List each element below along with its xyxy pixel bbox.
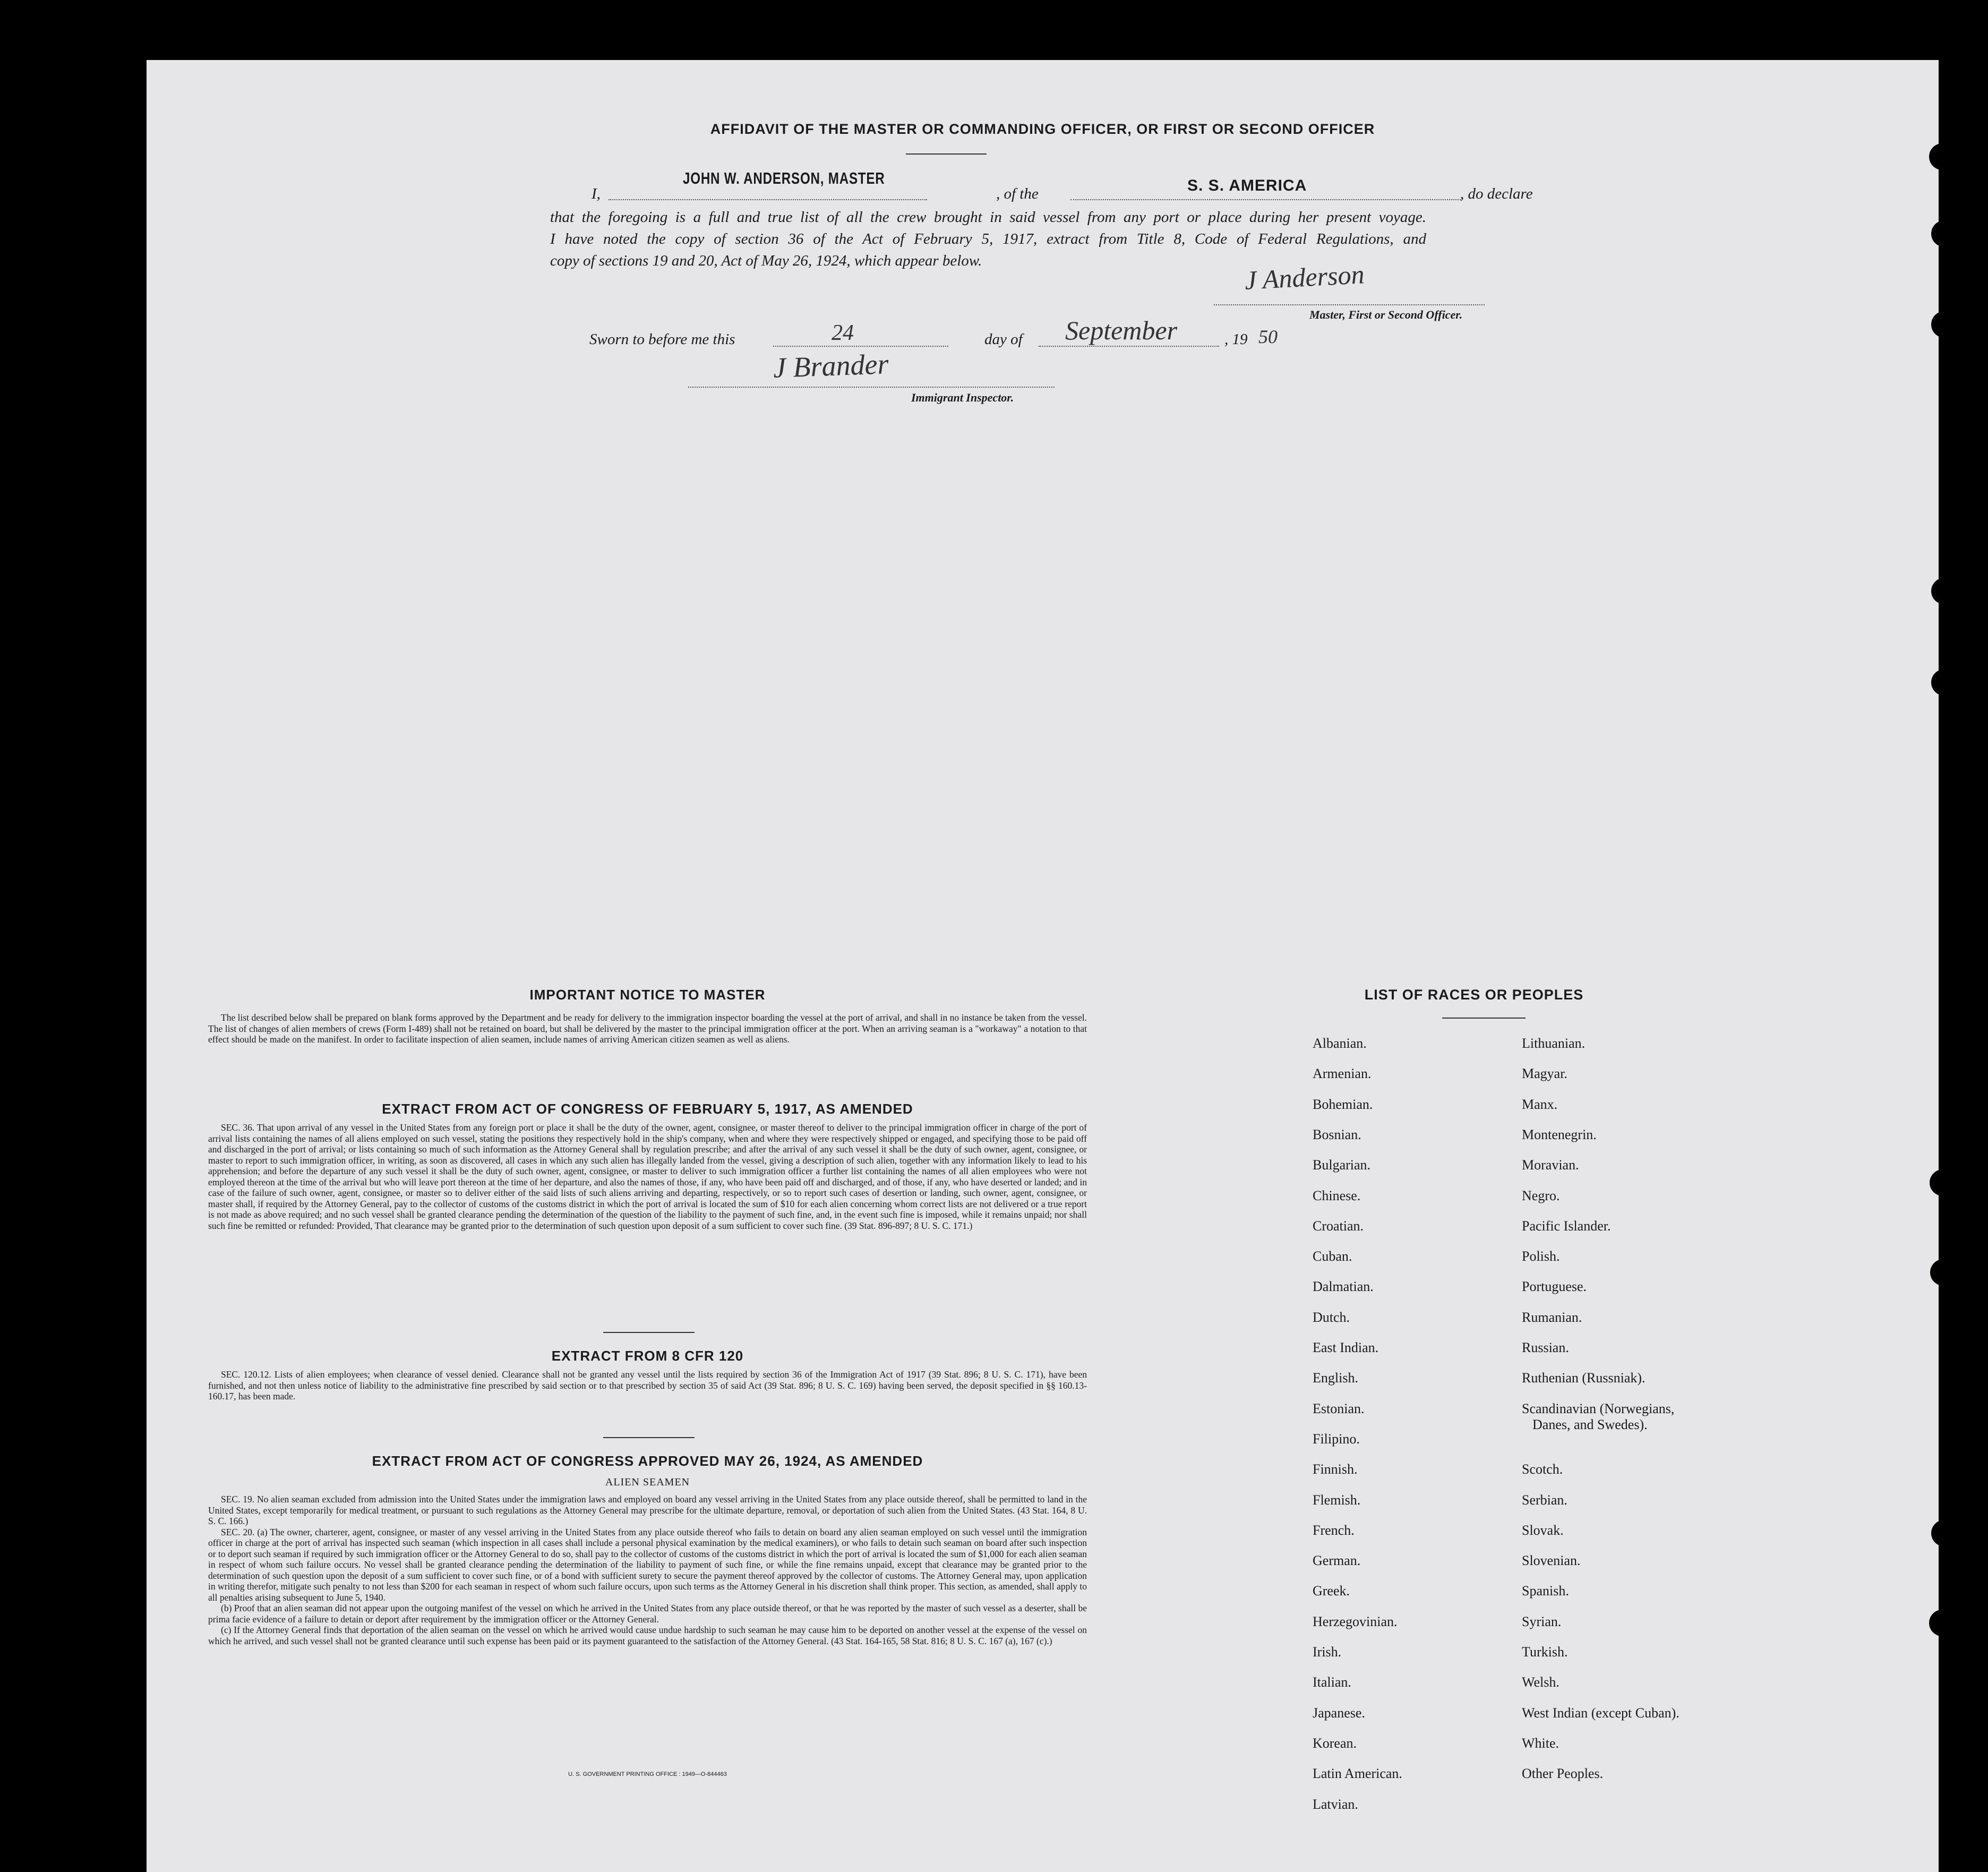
notice-text: The list described below shall be prepared on blank forms approved by the Department and be ready for delivery to the immigration inspector boarding the vessel at the port of arrival, and shall in no instance be taken from the vessel. The list of changes of alien members of crews (Form I-489) shall not be retained on board, but shall be delivered by the master to the principal immigration officer at the port. When an arriving seaman is a "workaway" a notation to that effect should be made on the manifest. In order to facilitate inspection of alien seamen, include names of arriving American citizen seamen as well as aliens. — [208, 1012, 1087, 1045]
master-signature-line — [1214, 304, 1485, 305]
extract-1917-text: SEC. 36. That upon arrival of any vessel in the United States from any foreign port or place it shall be the duty of the owner, agent, consignee, or master thereof to deliver to the principal immigration officer in charge of the port of arrival lists containing the names of all aliens employed on such vessel, stating the positions they respectively hold in the ship's company, when and where they were respectively shipped or engaged, and specifying those to be paid off and discharged in the port of arrival; or lists containing so much of such information as the Attorney General shall by regulation prescribe; and after the arrival of any such vessel it shall be the duty of such owner, agent, consignee, or master to report to such immigration officer, in writing, as soon as discovered, all cases in which any such alien has illegally landed from the vessel, giving a description of such alien, together with any information likely to lead to his apprehension; and before the departure of any such vessel it shall be the duty of such owner, agent, consignee, or master to deliver to such immigration officer a further list containing the names of all alien employees who were not employed thereon at the time of the arrival but who will leave port thereon at the time of her departure, and also the names of those, if any, who have been paid off and discharged, and of those, if any, who have deserted or landed; and in case of the failure of such owner, agent, consignee, or master so to deliver either of the said lists of such aliens arriving and departing, respectively, or so to report such cases of desertion or landing, such owner, agent, consignee, or master shall, if required by the Attorney General, pay to the collector of customs of the customs district in which the port of arrival is located the sum of $10 for each alien concerning whom correct lists are not delivered or a true report is not made as above required; and no such vessel shall be granted clearance pending the determination of the question of the liability to the payment of such fine, and, in the event such fine is imposed, while it remains unpaid; nor shall such fine be remitted or refunded: Provided, That clearance may be granted prior to the determination of such question upon deposit of a sum sufficient to cover such fine. (39 Stat. 896-897; 8 U. S. C. 171.) — [208, 1122, 1087, 1231]
master-name-line — [609, 199, 927, 200]
binder-hole — [1931, 311, 1958, 338]
divider-2 — [603, 1437, 695, 1438]
race-item: West Indian (except Cuban). — [1522, 1705, 1679, 1721]
race-item: Montenegrin. — [1522, 1127, 1597, 1142]
race-item: Serbian. — [1522, 1492, 1567, 1508]
binder-hole — [1930, 1169, 1956, 1196]
race-item: Scotch. — [1522, 1461, 1563, 1477]
sworn-month: September — [1065, 315, 1178, 345]
race-item: Korean. — [1313, 1736, 1357, 1751]
race-item: Flemish. — [1313, 1492, 1361, 1508]
race-item: Polish. — [1522, 1249, 1560, 1264]
extract-cfr-text: SEC. 120.12. Lists of alien employees; when clearance of vessel denied. Clearance shall not be granted any vessel until the lists required by section 36 of the Immigration Act of 1917 (39 Stat. 896; 8 U. S. C. 171), have been furnished, and not then unless notice of liability to the administrative fine prescribed by said section or to that prescribed by section 35 of said Act (39 Stat. 896; 8 U. S. C. 169) having been served, the deposit specified in §§ 160.13-160.17, has been made. — [208, 1369, 1087, 1401]
master-name: JOHN W. ANDERSON, MASTER — [683, 169, 885, 187]
race-item: Albanian. — [1313, 1036, 1367, 1051]
race-item: Herzegovinian. — [1313, 1614, 1398, 1629]
sworn-year: 50 — [1258, 326, 1278, 347]
race-item: Japanese. — [1313, 1705, 1365, 1721]
race-item: Manx. — [1522, 1097, 1558, 1112]
race-item: Croatian. — [1313, 1218, 1364, 1234]
divider-1 — [603, 1332, 695, 1333]
signer-caption: Master, First or Second Officer. — [1309, 308, 1463, 321]
race-item: Ruthenian (Russniak). — [1522, 1370, 1646, 1386]
race-item: Slovenian. — [1522, 1553, 1581, 1568]
master-signature: J Anderson — [1244, 259, 1365, 295]
race-item: Finnish. — [1313, 1461, 1358, 1477]
inspector-signature: J Brander — [773, 348, 889, 384]
race-item: Pacific Islander. — [1522, 1218, 1611, 1234]
binder-hole — [1931, 220, 1958, 247]
declaration-line-3: I have noted the copy of section 36 of the Act of February 5, 1917, extract from Title 8, Code of Federal Regulations, and — [550, 230, 1426, 247]
races-title: LIST OF RACES OR PEOPLES — [1364, 987, 1584, 1003]
vessel-name: S. S. AMERICA — [1187, 177, 1307, 194]
extract-1917-body — [208, 1122, 1087, 1231]
race-item: Spanish. — [1522, 1583, 1569, 1599]
race-item: Russian. — [1522, 1340, 1569, 1355]
race-item: Greek. — [1313, 1583, 1350, 1599]
do-declare-label: , do declare — [1460, 185, 1533, 202]
of-the-label: , of the — [996, 185, 1039, 202]
binder-hole — [1930, 1259, 1957, 1286]
alien-seamen-subtitle: ALIEN SEAMEN — [605, 1476, 690, 1488]
races-divider — [1442, 1018, 1526, 1019]
race-item: Magyar. — [1522, 1066, 1567, 1081]
notice-body — [208, 1012, 1087, 1045]
race-item: Latvian. — [1313, 1797, 1358, 1812]
race-item: German. — [1313, 1553, 1361, 1568]
race-item: French. — [1313, 1523, 1355, 1538]
vessel-name-line — [1070, 199, 1461, 200]
sworn-day: 24 — [832, 321, 854, 345]
race-item: Italian. — [1313, 1674, 1351, 1690]
binder-hole — [1931, 1520, 1958, 1546]
binder-hole — [1929, 1610, 1956, 1636]
document-page — [147, 60, 1939, 1872]
extract-1917-title: EXTRACT FROM ACT OF CONGRESS OF FEBRUARY 5, 1917, AS AMENDED — [382, 1101, 913, 1117]
race-item: Negro. — [1522, 1188, 1560, 1203]
sec-20b-text: (b) Proof that an alien seaman did not appear upon the outgoing manifest of the vessel on which he arrived in the United States from any place outside thereof, or that he was reported by the master of such vessel as a deserter, shall be prima facie evidence of a failure to detain or deport after requirement by the immigration officer or the Attorney General. — [208, 1603, 1087, 1625]
race-item: Bosnian. — [1313, 1127, 1361, 1142]
race-item: Dutch. — [1313, 1310, 1350, 1325]
title-divider — [906, 153, 987, 155]
extract-1924-title: EXTRACT FROM ACT OF CONGRESS APPROVED MAY 26, 1924, AS AMENDED — [372, 1453, 923, 1469]
extract-cfr-body — [208, 1369, 1087, 1402]
binder-hole — [1929, 143, 1956, 170]
race-item: Other Peoples. — [1522, 1766, 1604, 1781]
sworn-day-line — [773, 346, 948, 347]
race-item: Filipino. — [1313, 1431, 1360, 1447]
race-item: English. — [1313, 1370, 1358, 1386]
sworn-month-line — [1039, 346, 1219, 347]
printer-imprint: U. S. GOVERNMENT PRINTING OFFICE : 1949—O-844463 — [568, 1771, 727, 1777]
race-item: Cuban. — [1313, 1249, 1352, 1264]
race-item: Syrian. — [1522, 1614, 1562, 1629]
notice-title: IMPORTANT NOTICE TO MASTER — [529, 987, 766, 1003]
race-item: Danes, and Swedes). — [1532, 1417, 1648, 1432]
race-item: Latin American. — [1313, 1766, 1402, 1781]
extract-cfr-title: EXTRACT FROM 8 CFR 120 — [551, 1348, 744, 1364]
sec-19-text: SEC. 19. No alien seaman excluded from admission into the United States under the immigration laws and employed on board any vessel arriving in the United States from any place outside thereof, shall be permitted to land in the United States, except temporarily for medical treatment, or pursuant to such regulations as the Attorney General may prescribe for the ultimate departure, removal, or deportation of such alien from the United States. (43 Stat. 164, 8 U. S. C. 166.) — [208, 1494, 1087, 1526]
declaration-line-2: that the foregoing is a full and true list of all the crew brought in said vessel from any port or place during her present voyage. — [550, 209, 1426, 226]
race-item: Bohemian. — [1313, 1097, 1373, 1112]
race-item: Rumanian. — [1522, 1310, 1582, 1325]
race-item: Moravian. — [1522, 1157, 1579, 1173]
year-prefix: , 19 — [1224, 331, 1248, 348]
declaration-line-4: copy of sections 19 and 20, Act of May 26, 1924, which appear below. — [550, 252, 982, 269]
race-item: Chinese. — [1313, 1188, 1361, 1203]
sec-20a-text: SEC. 20. (a) The owner, charterer, agent, consignee, or master of any vessel arriving in the United States from any place outside thereof who fails to detain on board any alien seaman employed on such vessel until the immigration officer in charge at the port of arrival has inspected such seaman (which inspection in all cases shall include a personal physical examination by the medical examiners), or who fails to detain such seaman on board after such inspection or to deport such seaman if required by such immigration officer or the Attorney General to do so, shall pay to the collector of customs of the customs district in which the port of arrival is located the sum of $1,000 for each alien seaman in respect of whom such failure occurs. No vessel shall be granted clearance pending the determination of the liability to payment of such fine, or while the fine remains unpaid, except that clearance may be granted prior to the determination of such question upon the deposit of a sum sufficient to cover such fine, or of a bond with sufficient surety to secure the payment thereof approved by the collector of customs. The Attorney General may, upon application in writing therefor, mitigate such penalty to not less than $200 for each seaman in respect of whom such failure occurs, upon such terms as the Attorney General in his discretion shall think proper. This section, as amended, shall apply to all penalties arising subsequent to June 5, 1940. — [208, 1526, 1087, 1603]
race-item: Estonian. — [1313, 1401, 1365, 1416]
inspector-caption: Immigrant Inspector. — [911, 391, 1014, 404]
sec-20c-text: (c) If the Attorney General finds that deportation of the alien seaman on the vessel on which he arrived would cause undue hardship to such seaman he may cause him to be deported on another vessel at the expense of the vessel on which he arrived, and such vessel shall not be granted clearance until such expense has been paid or its payment guaranteed to the satisfaction of the Attorney General. (43 Stat. 164-165, 58 Stat. 816; 8 U. S. C. 167 (a), 167 (c).) — [208, 1625, 1087, 1646]
race-item: Scandinavian (Norwegians, — [1522, 1401, 1675, 1416]
race-item: East Indian. — [1313, 1340, 1379, 1355]
race-item: Armenian. — [1313, 1066, 1372, 1081]
day-of-label: day of — [984, 331, 1023, 348]
race-item: Welsh. — [1522, 1674, 1559, 1690]
sworn-prefix: Sworn to before me this — [589, 331, 735, 348]
affidavit-title: AFFIDAVIT OF THE MASTER OR COMMANDING OFFICER, OR FIRST OR SECOND OFFICER — [710, 121, 1375, 137]
race-item: Portuguese. — [1522, 1279, 1587, 1294]
binder-hole — [1931, 669, 1958, 696]
race-item: Lithuanian. — [1522, 1036, 1586, 1051]
race-item: Bulgarian. — [1313, 1157, 1371, 1173]
extract-1924-body — [208, 1494, 1087, 1646]
inspector-signature-line — [688, 387, 1055, 388]
race-item: Slovak. — [1522, 1523, 1564, 1538]
race-item: Turkish. — [1522, 1644, 1568, 1660]
i-label: I, — [592, 185, 601, 202]
binder-hole — [1931, 578, 1958, 604]
race-item: Dalmatian. — [1313, 1279, 1374, 1294]
race-item: Irish. — [1313, 1644, 1342, 1660]
race-item: White. — [1522, 1736, 1559, 1751]
